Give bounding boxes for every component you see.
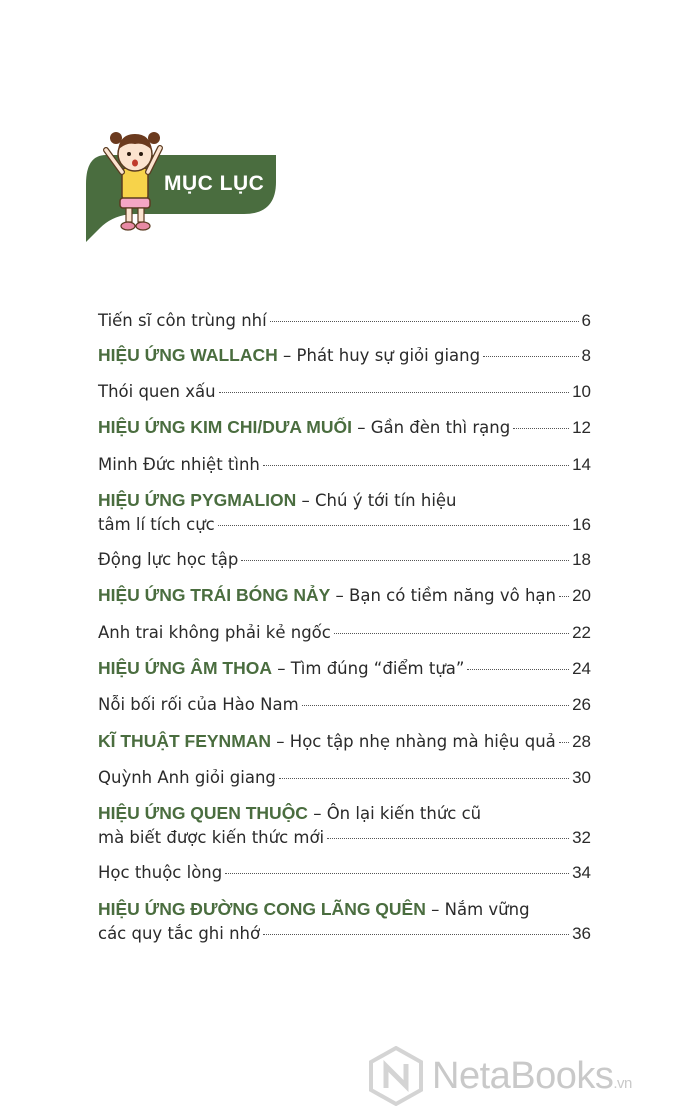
entry-heading: HIỆU ỨNG QUEN THUỘC	[98, 803, 308, 823]
entry-title: – Phát huy sự giỏi giang	[277, 346, 481, 365]
page-number: 32	[572, 828, 591, 847]
page-number: 16	[572, 515, 591, 534]
toc-entry[interactable]	[98, 765, 591, 790]
entry-heading: HIỆU ỨNG PYGMALION	[98, 490, 297, 510]
dot-leader	[219, 392, 569, 393]
entry-heading: HIỆU ỨNG ĐƯỜNG CONG LÃNG QUÊN	[98, 899, 426, 919]
page-number: 20	[572, 586, 591, 605]
entry-title-continued: mà biết được kiến thức mới	[98, 828, 325, 847]
dot-leader	[263, 465, 569, 466]
watermark-text	[432, 1055, 632, 1098]
entry-title: Động lực học tập	[98, 550, 239, 569]
entry-title: – Ôn lại kiến thức cũ	[307, 804, 482, 823]
entry-title: Quỳnh Anh giỏi giang	[98, 768, 276, 787]
page-number: 6	[581, 311, 591, 330]
dot-leader	[263, 934, 569, 935]
page-number: 14	[572, 455, 591, 474]
entry-title: Anh trai không phải kẻ ngốc	[98, 623, 331, 642]
toc-entry[interactable]	[98, 583, 591, 608]
entry-title: Nỗi bối rối của Hào Nam	[98, 695, 299, 714]
entry-title: Tiến sĩ côn trùng nhí	[98, 311, 267, 330]
page-number: 26	[572, 695, 591, 714]
entry-title: – Tìm đúng “điểm tựa”	[271, 659, 465, 678]
toc-entry[interactable]	[98, 801, 591, 850]
dot-leader	[241, 560, 569, 561]
toc-entry[interactable]	[98, 656, 591, 681]
netabooks-logo-icon	[368, 1046, 424, 1106]
entry-title: – Gần đèn thì rạng	[351, 418, 511, 437]
entry-title: – Chú ý tới tín hiệu	[296, 491, 457, 510]
entry-title: – Nắm vững	[425, 900, 530, 919]
toc-entry[interactable]	[98, 692, 591, 717]
dot-leader	[302, 705, 569, 706]
entry-title: – Bạn có tiềm năng vô hạn	[330, 586, 556, 605]
toc-entry[interactable]	[98, 729, 591, 754]
dot-leader	[334, 633, 569, 634]
page-number: 12	[572, 418, 591, 437]
entry-heading: KĨ THUẬT FEYNMAN	[98, 731, 272, 751]
page-number: 10	[572, 382, 591, 401]
page-number: 28	[572, 732, 591, 751]
page-number: 36	[572, 924, 591, 943]
dot-leader	[559, 596, 569, 597]
toc-entry[interactable]	[98, 897, 591, 946]
entry-title-continued: tâm lí tích cực	[98, 515, 215, 534]
watermark-tld: .vn	[613, 1075, 632, 1092]
entry-title: Minh Đức nhiệt tình	[98, 455, 260, 474]
toc-entry[interactable]	[98, 308, 591, 333]
toc-entry[interactable]	[98, 860, 591, 885]
toc-entry[interactable]	[98, 547, 591, 572]
toc-entry[interactable]	[98, 620, 591, 645]
dot-leader	[483, 356, 578, 357]
dot-leader	[218, 525, 569, 526]
page-number: 34	[572, 863, 591, 882]
page-number: 30	[572, 768, 591, 787]
toc-entry[interactable]	[98, 488, 591, 537]
toc-entry[interactable]	[98, 452, 591, 477]
page-title: MỤC LỤC	[164, 172, 265, 195]
watermark-brand: NetaBooks	[432, 1055, 614, 1097]
dot-leader	[467, 669, 569, 670]
dot-leader	[327, 838, 569, 839]
entry-title-continued: các quy tắc ghi nhớ	[98, 924, 261, 943]
toc-entry[interactable]	[98, 343, 591, 368]
dot-leader	[270, 321, 579, 322]
entry-heading: HIỆU ỨNG WALLACH	[98, 345, 278, 365]
page-number: 22	[572, 623, 591, 642]
page-number: 24	[572, 659, 591, 678]
entry-heading: HIỆU ỨNG KIM CHI/DƯA MUỐI	[98, 417, 352, 437]
page-number: 8	[581, 346, 591, 365]
dot-leader	[279, 778, 569, 779]
entry-title: – Học tập nhẹ nhàng mà hiệu quả	[271, 732, 556, 751]
dot-leader	[513, 428, 569, 429]
page-number: 18	[572, 550, 591, 569]
toc-entry[interactable]	[98, 379, 591, 404]
entry-title: Thói quen xấu	[98, 382, 216, 401]
entry-heading: HIỆU ỨNG ÂM THOA	[98, 658, 272, 678]
entry-title: Học thuộc lòng	[98, 863, 223, 882]
entry-heading: HIỆU ỨNG TRÁI BÓNG NẢY	[98, 585, 331, 605]
dot-leader	[225, 873, 569, 874]
dot-leader	[559, 742, 569, 743]
toc-entry[interactable]	[98, 415, 591, 440]
